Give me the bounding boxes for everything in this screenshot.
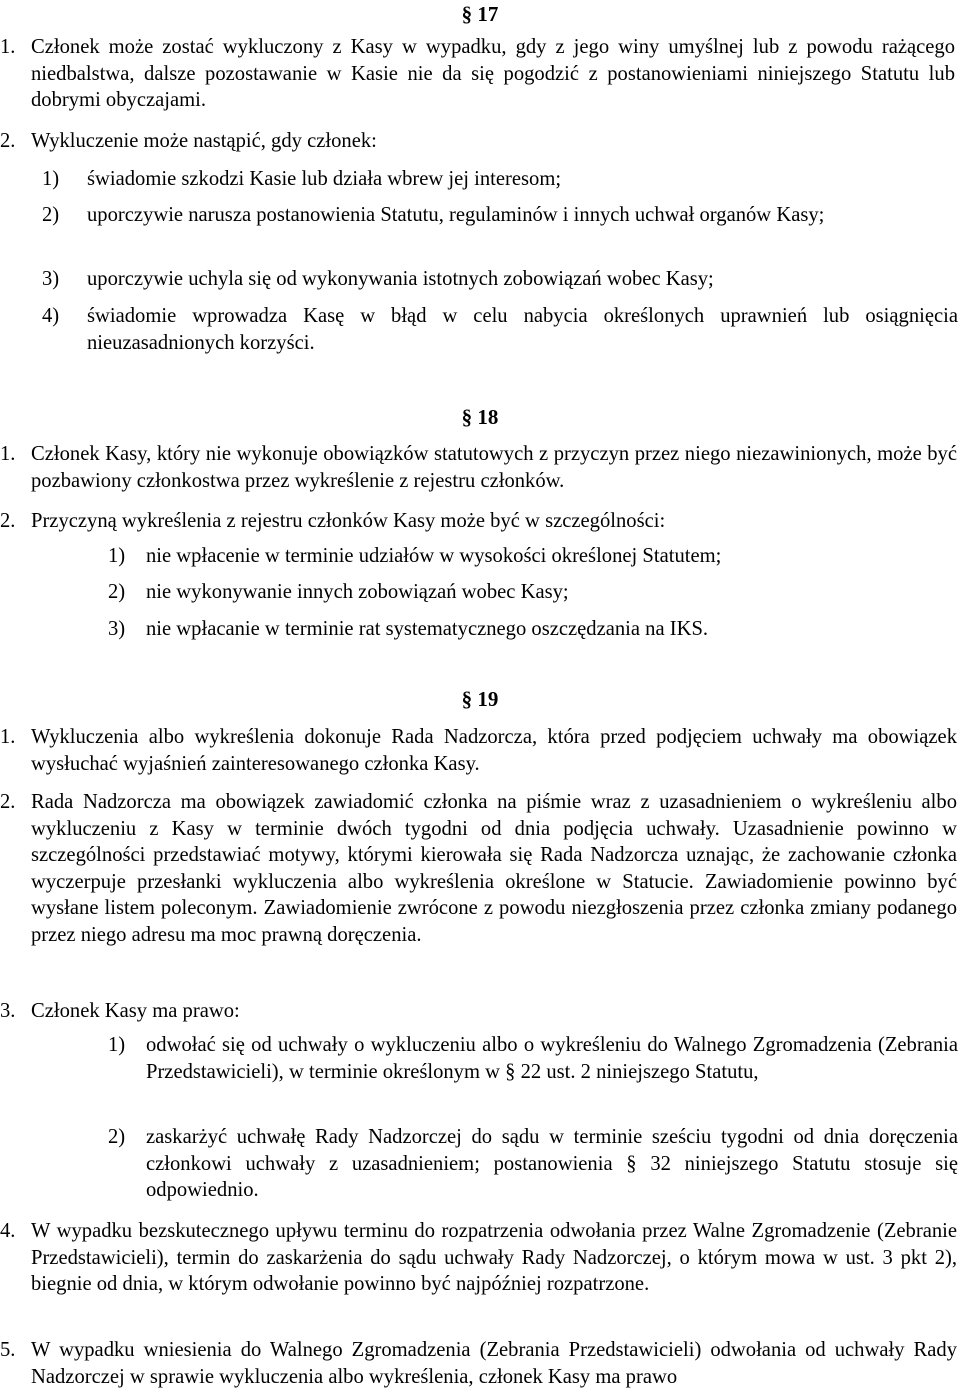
list-item-18-2-1 — [108, 543, 958, 570]
list-item-17-2-4 — [42, 303, 958, 356]
paragraph-number: 2. — [0, 791, 16, 813]
paragraph-number: 2. — [0, 510, 16, 532]
paragraph-number: 4. — [0, 1220, 16, 1242]
list-item-17-2-2 — [42, 202, 958, 229]
paragraph-text: Członek Kasy ma prawo: — [31, 1000, 240, 1022]
list-item-number: 3) — [108, 618, 126, 640]
paragraph-number: 3. — [0, 1000, 16, 1022]
section-heading-19: § 19 — [461, 687, 499, 711]
list-item-number: 3) — [42, 268, 60, 290]
paragraph-19-1 — [0, 724, 957, 777]
list-item-number: 2) — [42, 204, 60, 226]
list-item-text: świadomie szkodzi Kasie lub działa wbrew jej interesom; — [87, 168, 562, 190]
section-heading-18: § 18 — [461, 405, 499, 429]
list-item-text: nie wpłacanie w terminie rat systematycznego oszczędzania na IKS. — [146, 618, 709, 640]
paragraph-text: Rada Nadzorcza ma obowiązek zawiadomić członka na piśmie wraz z uzasadnieniem o wykreśleniu albo wykluczeniu z Kasy w terminie dwóch tygodni od dnia podjęcia uchwały. Uzasadnienie powinno w szczególności przedstawiać motywy, którymi kierowała się Rada Nadzorcza uznając, że zachowanie członka wyczerpuje przesłanki wykluczenia albo wykreślenia określone w Statucie. Zawiadomienie powinno być wysłane listem poleconym. Zawiadomienie zwrócone z powodu niezgłoszenia przez członka zmiany podanego przez niego adresu ma moc prawną doręczenia. — [31, 791, 957, 946]
paragraph-text: Wykluczenia albo wykreślenia dokonuje Rada Nadzorcza, która przed podjęciem uchwały ma obowiązek wysłuchać wyjaśnień zainteresowanego członka Kasy. — [31, 726, 957, 775]
paragraph-text: Przyczyną wykreślenia z rejestru członków Kasy może być w szczególności: — [31, 510, 666, 532]
paragraph-19-5 — [0, 1337, 957, 1390]
list-item-text: nie wykonywanie innych zobowiązań wobec Kasy; — [146, 581, 569, 603]
list-item-number: 1) — [108, 1034, 126, 1056]
paragraph-number: 1. — [0, 443, 16, 465]
list-item-text: zaskarżyć uchwałę Rady Nadzorczej do sądu w terminie sześciu tygodni od dnia doręczenia członkowi uchwały z uzasadnieniem; postanowienia § 32 niniejszego Statutu stosuje się odpowiednio. — [146, 1126, 958, 1201]
list-item-17-2-1 — [42, 166, 958, 193]
list-item-18-2-2 — [108, 579, 958, 606]
paragraph-number: 5. — [0, 1339, 16, 1361]
list-item-text: odwołać się od uchwały o wykluczeniu albo o wykreśleniu do Walnego Zgromadzenia (Zebrania Przedstawicieli), w terminie określonym w § 22 ust. 2 niniejszego Statutu, — [146, 1034, 958, 1083]
list-item-19-3-2 — [108, 1124, 958, 1204]
paragraph-text: W wypadku bezskutecznego upływu terminu do rozpatrzenia odwołania przez Walne Zgromadzenie (Zebranie Przedstawicieli), termin do zaskarżenia do sądu uchwały Rady Nadzorczej, o którym mowa w ust. 3 pkt 2), biegnie od dnia, w którym odwołanie powinno być najpóźniej rozpatrzone. — [31, 1220, 957, 1295]
paragraph-19-2 — [0, 789, 957, 948]
list-item-text: nie wpłacenie w terminie udziałów w wysokości określonej Statutem; — [146, 545, 722, 567]
list-item-number: 1) — [42, 168, 60, 190]
paragraph-18-2 — [0, 508, 957, 535]
list-item-18-2-3 — [108, 616, 958, 643]
paragraph-19-4 — [0, 1218, 957, 1298]
list-item-19-3-1 — [108, 1032, 958, 1085]
paragraph-number: 1. — [0, 726, 16, 748]
paragraph-17-1 — [0, 34, 955, 114]
paragraph-text: W wypadku wniesienia do Walnego Zgromadzenia (Zebrania Przedstawicieli) odwołania od uchwały Rady Nadzorczej w sprawie wykluczenia albo wykreślenia, członek Kasy ma prawo — [31, 1339, 957, 1388]
paragraph-text: Członek może zostać wykluczony z Kasy w wypadku, gdy z jego winy umyślnej lub z powodu rażącego niedbalstwa, dalsze pozostawanie w Kasie nie da się pogodzić z postanowieniami niniejszego Statutu lub dobrymi obyczajami. — [31, 36, 955, 111]
list-item-text: uporczywie uchyla się od wykonywania istotnych zobowiązań wobec Kasy; — [87, 268, 714, 290]
list-item-number: 1) — [108, 545, 126, 567]
list-item-17-2-3 — [42, 266, 958, 293]
paragraph-18-1 — [0, 441, 957, 494]
paragraph-text: Wykluczenie może nastąpić, gdy członek: — [31, 130, 377, 152]
paragraph-17-2 — [0, 128, 955, 155]
paragraph-text: Członek Kasy, który nie wykonuje obowiązków statutowych z przyczyn przez niego niezawinionych, może być pozbawiony członkostwa przez wykreślenie z rejestru członków. — [31, 443, 957, 492]
list-item-text: świadomie wprowadza Kasę w błąd w celu nabycia określonych uprawnień lub osiągnięcia nieuzasadnionych korzyści. — [87, 305, 958, 354]
list-item-number: 2) — [108, 1126, 126, 1148]
section-heading-17: § 17 — [461, 2, 499, 26]
list-item-number: 2) — [108, 581, 126, 603]
paragraph-number: 2. — [0, 130, 16, 152]
paragraph-number: 1. — [0, 36, 16, 58]
list-item-text: uporczywie narusza postanowienia Statutu, regulaminów i innych uchwał organów Kasy; — [87, 204, 825, 226]
list-item-number: 4) — [42, 305, 60, 327]
paragraph-19-3 — [0, 998, 957, 1025]
